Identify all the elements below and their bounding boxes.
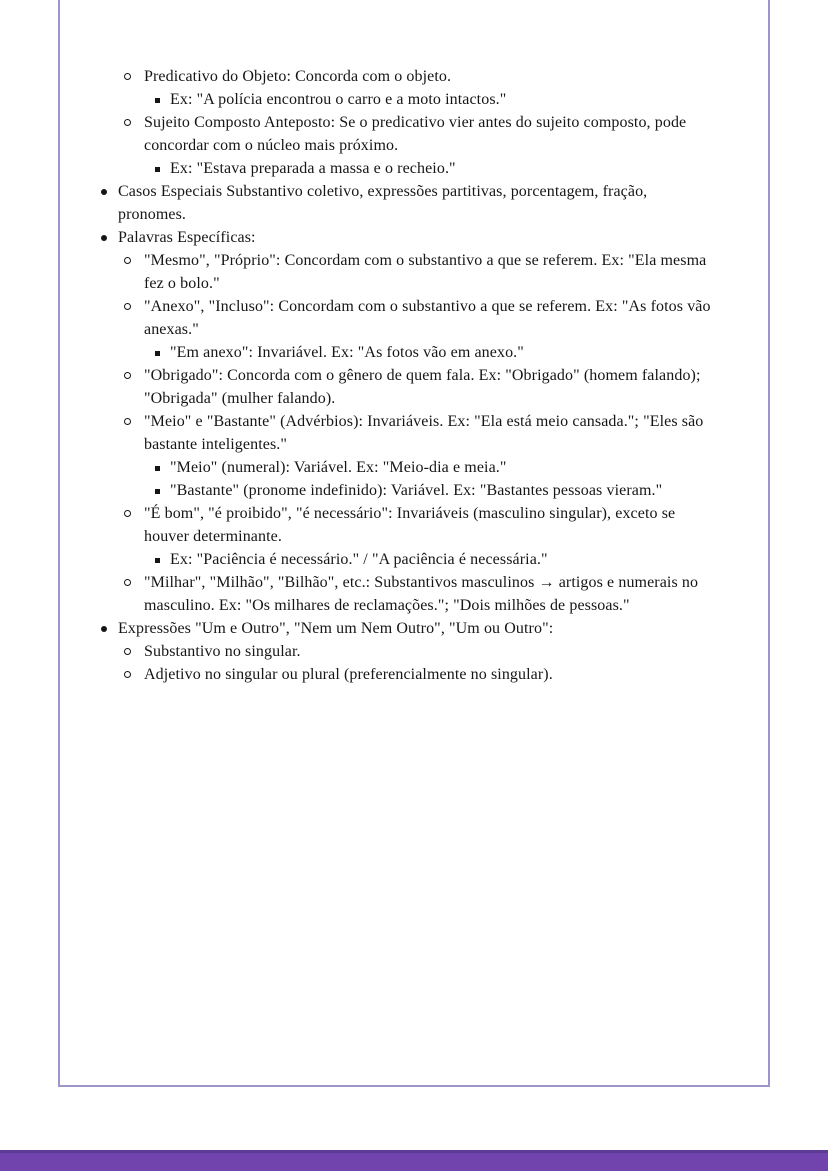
document-page [58,0,770,1087]
list-line [60,617,768,640]
bullet-circle-icon [124,372,131,379]
bullet-circle-icon [124,73,131,80]
list-line-text: bastante inteligentes." [144,436,288,453]
bullet-circle-icon [124,671,131,678]
list-line [60,318,768,341]
list-line [60,571,768,594]
bullet-disc-icon [101,189,107,195]
list-line [60,663,768,686]
list-line-text: anexas." [144,321,199,338]
bullet-circle-icon [124,648,131,655]
list-line [60,180,768,203]
list-line-text: Substantivo no singular. [144,643,301,660]
list-line-text: "É bom", "é proibido", "é necessário": Invariáveis (masculino singular), exceto se [144,505,676,522]
list-line-text: Predicativo do Objeto: Concorda com o objeto. [144,68,452,85]
list-line-text: Casos Especiais Substantivo coletivo, expressões partitivas, porcentagem, fração, [118,183,648,200]
list-line-text: Adjetivo no singular ou plural (preferencialmente no singular). [144,666,553,683]
list-line-text: "Milhar", "Milhão", "Bilhão", etc.: Substantivos masculinos → artigos e numerais no [144,574,699,591]
bullet-circle-icon [124,303,131,310]
list-line [60,65,768,88]
list-line-text: "Em anexo": Invariável. Ex: "As fotos vão em anexo." [170,344,524,361]
list-line [60,272,768,295]
list-line [60,88,768,111]
bullet-disc-icon [101,626,107,632]
list-line-text: "Bastante" (pronome indefinido): Variável. Ex: "Bastantes pessoas vieram." [170,482,663,499]
bullet-circle-icon [124,510,131,517]
bullet-circle-icon [124,579,131,586]
list-line-text: "Meio" e "Bastante" (Advérbios): Invariáveis. Ex: "Ela está meio cansada."; "Eles são [144,413,704,430]
footer-accent-bar [0,1150,828,1171]
bullet-circle-icon [124,257,131,264]
list-line [60,387,768,410]
list-line-text: Ex: "Paciência é necessário." / "A paciência é necessária." [170,551,548,568]
list-line-text: "Mesmo", "Próprio": Concordam com o substantivo a que se referem. Ex: "Ela mesma [144,252,707,269]
bullet-square-icon [155,351,160,356]
list-line [60,364,768,387]
list-line [60,226,768,249]
bullet-square-icon [155,98,160,103]
list-line [60,295,768,318]
list-line-text: "Meio" (numeral): Variável. Ex: "Meio-dia e meia." [170,459,507,476]
list-line-text: Ex: "Estava preparada a massa e o recheio." [170,160,456,177]
list-line-text: concordar com o núcleo mais próximo. [144,137,399,154]
list-line [60,640,768,663]
list-line-text: Palavras Específicas: [118,229,256,246]
bullet-square-icon [155,558,160,563]
list-line [60,134,768,157]
list-line-text: pronomes. [118,206,187,223]
list-line [60,594,768,617]
list-line-text: "Obrigado": Concorda com o gênero de quem fala. Ex: "Obrigado" (homem falando); [144,367,701,384]
list-line-text: "Anexo", "Incluso": Concordam com o substantivo a que se referem. Ex: "As fotos vão [144,298,711,315]
list-line-text: Expressões "Um e Outro", "Nem um Nem Outro", "Um ou Outro": [118,620,554,637]
list-line-text: fez o bolo." [144,275,220,292]
list-line-text: "Obrigada" (mulher falando). [144,390,336,407]
list-line [60,525,768,548]
list-line [60,157,768,180]
bullet-circle-icon [124,418,131,425]
list-line [60,433,768,456]
list-line [60,249,768,272]
bullet-square-icon [155,466,160,471]
bullet-square-icon [155,167,160,172]
list-line [60,111,768,134]
list-line [60,502,768,525]
list-line [60,456,768,479]
list-line [60,479,768,502]
list-line-text: masculino. Ex: "Os milhares de reclamações."; "Dois milhões de pessoas." [144,597,630,614]
list-line [60,341,768,364]
bullet-disc-icon [101,235,107,241]
bullet-circle-icon [124,119,131,126]
bulleted-list [60,65,768,686]
list-line [60,203,768,226]
list-line-text: houver determinante. [144,528,282,545]
list-line [60,548,768,571]
list-line-text: Ex: "A polícia encontrou o carro e a moto intactos." [170,91,507,108]
bullet-square-icon [155,489,160,494]
list-line-text: Sujeito Composto Anteposto: Se o predicativo vier antes do sujeito composto, pode [144,114,687,131]
list-line [60,410,768,433]
